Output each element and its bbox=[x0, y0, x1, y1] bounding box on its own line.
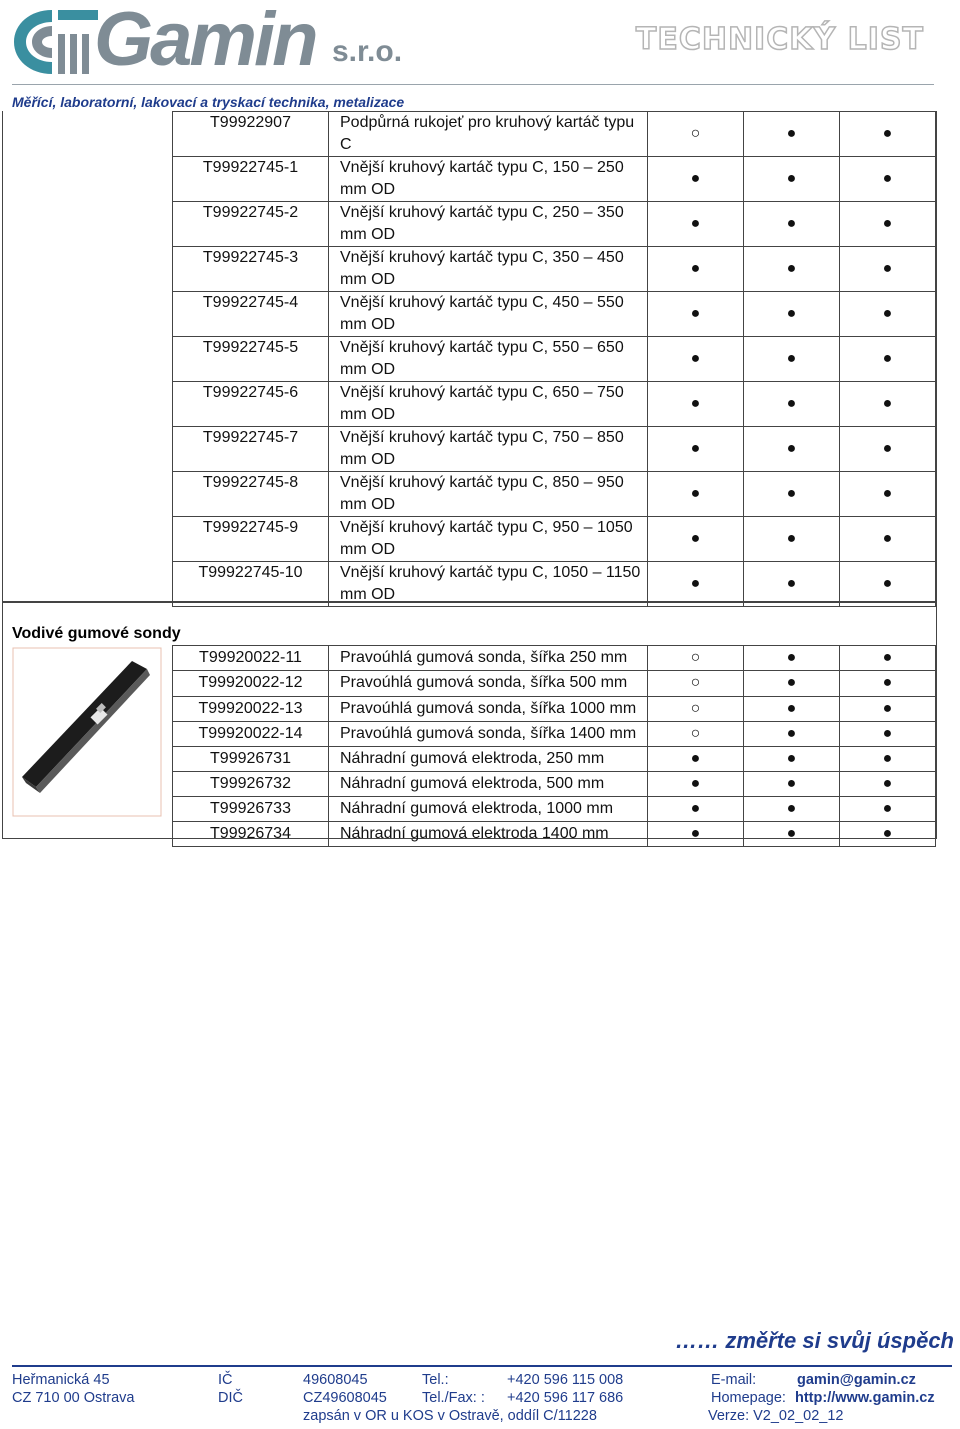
product-description: Pravoúhlá gumová sonda, šířka 1000 mm bbox=[329, 696, 648, 721]
company-logo bbox=[12, 0, 432, 82]
availability-mark: ● bbox=[648, 772, 744, 797]
product-code: T99920022-14 bbox=[173, 721, 329, 746]
availability-mark: ● bbox=[840, 562, 936, 607]
availability-mark: ● bbox=[744, 646, 840, 671]
product-description: Pravoúhlá gumová sonda, šířka 1400 mm bbox=[329, 721, 648, 746]
footer-fax-label: Tel./Fax: : bbox=[422, 1390, 485, 1406]
table-row bbox=[173, 472, 936, 517]
availability-mark: ● bbox=[648, 472, 744, 517]
footer-ic-value: 49608045 bbox=[303, 1372, 368, 1388]
product-code: T99922907 bbox=[173, 112, 329, 157]
availability-mark: ● bbox=[744, 696, 840, 721]
availability-mark: ● bbox=[840, 772, 936, 797]
availability-mark: ● bbox=[840, 747, 936, 772]
availability-mark: ● bbox=[744, 671, 840, 696]
probe-section-title: Vodivé gumové sondy bbox=[12, 625, 181, 642]
availability-mark: ● bbox=[840, 112, 936, 157]
availability-mark: ● bbox=[840, 157, 936, 202]
availability-mark: ● bbox=[648, 247, 744, 292]
company-suffix: s.r.o. bbox=[332, 35, 403, 68]
product-code: T99922745-4 bbox=[173, 292, 329, 337]
availability-mark: ● bbox=[840, 646, 936, 671]
table-row bbox=[173, 772, 936, 797]
table-row bbox=[173, 822, 936, 847]
product-code: T99922745-7 bbox=[173, 427, 329, 472]
product-code: T99922745-2 bbox=[173, 202, 329, 247]
availability-mark: ● bbox=[648, 292, 744, 337]
availability-mark: ● bbox=[744, 517, 840, 562]
availability-mark: ● bbox=[648, 517, 744, 562]
availability-mark: ● bbox=[744, 112, 840, 157]
product-description: Vnější kruhový kartáč typu C, 550 – 650 mm OD bbox=[329, 337, 648, 382]
availability-mark: ● bbox=[840, 721, 936, 746]
table-row bbox=[173, 247, 936, 292]
product-description: Náhradní gumová elektroda 1400 mm bbox=[329, 822, 648, 847]
table-row bbox=[173, 112, 936, 157]
table-row bbox=[173, 747, 936, 772]
availability-mark: ● bbox=[840, 517, 936, 562]
table-row bbox=[173, 562, 936, 607]
document-title: TECHNICKÝ LIST bbox=[635, 22, 924, 57]
table-row bbox=[173, 646, 936, 671]
product-description: Vnější kruhový kartáč typu C, 950 – 1050 mm OD bbox=[329, 517, 648, 562]
availability-mark: ● bbox=[744, 747, 840, 772]
availability-mark: ● bbox=[840, 696, 936, 721]
availability-mark: ● bbox=[840, 671, 936, 696]
product-code: T99922745-6 bbox=[173, 382, 329, 427]
footer-fax-value: +420 596 117 686 bbox=[507, 1390, 624, 1406]
availability-mark: ● bbox=[744, 202, 840, 247]
availability-mark: ● bbox=[840, 472, 936, 517]
product-code: T99922745-8 bbox=[173, 472, 329, 517]
footer-tel-value: +420 596 115 008 bbox=[507, 1372, 624, 1388]
product-description: Vnější kruhový kartáč typu C, 650 – 750 mm OD bbox=[329, 382, 648, 427]
availability-mark: ● bbox=[648, 797, 744, 822]
availability-mark: ● bbox=[840, 247, 936, 292]
availability-mark: ● bbox=[840, 382, 936, 427]
product-description: Náhradní gumová elektroda, 250 mm bbox=[329, 747, 648, 772]
availability-mark: ● bbox=[648, 202, 744, 247]
availability-mark: ● bbox=[744, 472, 840, 517]
availability-mark: ● bbox=[840, 337, 936, 382]
availability-mark: ○ bbox=[648, 671, 744, 696]
table-row bbox=[173, 337, 936, 382]
table-row bbox=[173, 382, 936, 427]
product-description: Podpůrná rukojeť pro kruhový kartáč typu C bbox=[329, 112, 648, 157]
footer-register: zapsán v OR u KOS v Ostravě, oddíl C/11228 bbox=[303, 1408, 597, 1424]
product-description: Vnější kruhový kartáč typu C, 1050 – 1150 mm OD bbox=[329, 562, 648, 607]
footer-email-label: E-mail: bbox=[711, 1372, 757, 1388]
product-description: Náhradní gumová elektroda, 500 mm bbox=[329, 772, 648, 797]
availability-mark: ● bbox=[840, 292, 936, 337]
company-name: Gamin bbox=[94, 0, 316, 82]
table-row bbox=[173, 696, 936, 721]
availability-mark: ○ bbox=[648, 721, 744, 746]
availability-mark: ● bbox=[648, 382, 744, 427]
footer-version: Verze: V2_02_02_12 bbox=[708, 1408, 844, 1424]
footer-dic-label: DIČ bbox=[218, 1390, 243, 1406]
brush-table bbox=[172, 111, 936, 607]
availability-mark: ● bbox=[840, 427, 936, 472]
table-row bbox=[173, 157, 936, 202]
product-code: T99920022-12 bbox=[173, 671, 329, 696]
product-code: T99922745-10 bbox=[173, 562, 329, 607]
product-description: Vnější kruhový kartáč typu C, 350 – 450 mm OD bbox=[329, 247, 648, 292]
product-description: Náhradní gumová elektroda, 1000 mm bbox=[329, 797, 648, 822]
availability-mark: ● bbox=[744, 382, 840, 427]
product-code: T99922745-5 bbox=[173, 337, 329, 382]
table-row bbox=[173, 721, 936, 746]
table-row bbox=[173, 517, 936, 562]
availability-mark: ● bbox=[744, 772, 840, 797]
availability-mark: ● bbox=[744, 562, 840, 607]
footer-tel-label: Tel.: bbox=[422, 1372, 449, 1388]
availability-mark: ○ bbox=[648, 112, 744, 157]
footer-web-link[interactable]: http://www.gamin.cz bbox=[795, 1390, 935, 1406]
availability-mark: ● bbox=[648, 337, 744, 382]
product-code: T99926732 bbox=[173, 772, 329, 797]
availability-mark: ● bbox=[744, 797, 840, 822]
availability-mark: ● bbox=[744, 427, 840, 472]
availability-mark: ● bbox=[648, 157, 744, 202]
availability-mark: ● bbox=[744, 292, 840, 337]
availability-mark: ● bbox=[744, 337, 840, 382]
product-code: T99920022-13 bbox=[173, 696, 329, 721]
slogan: …… změřte si svůj úspěch bbox=[675, 1328, 954, 1353]
availability-mark: ● bbox=[648, 562, 744, 607]
product-description: Vnější kruhový kartáč typu C, 250 – 350 mm OD bbox=[329, 202, 648, 247]
company-tagline: Měřící, laboratorní, lakovací a tryskací technika, metalizace bbox=[12, 94, 405, 110]
product-description: Vnější kruhový kartáč typu C, 150 – 250 mm OD bbox=[329, 157, 648, 202]
product-code: T99926734 bbox=[173, 822, 329, 847]
footer-ic-label: IČ bbox=[218, 1372, 233, 1388]
product-code: T99926733 bbox=[173, 797, 329, 822]
product-code: T99920022-11 bbox=[173, 646, 329, 671]
probe-table bbox=[172, 645, 936, 847]
availability-mark: ● bbox=[648, 822, 744, 847]
availability-mark: ● bbox=[840, 202, 936, 247]
footer-divider bbox=[12, 1365, 952, 1367]
availability-mark: ● bbox=[744, 822, 840, 847]
availability-mark: ● bbox=[840, 797, 936, 822]
footer-email-link[interactable]: gamin@gamin.cz bbox=[797, 1372, 916, 1388]
availability-mark: ○ bbox=[648, 646, 744, 671]
availability-mark: ○ bbox=[648, 696, 744, 721]
footer-web-label: Homepage: bbox=[711, 1390, 786, 1406]
product-description: Vnější kruhový kartáč typu C, 850 – 950 mm OD bbox=[329, 472, 648, 517]
gamin-logo-icon bbox=[12, 4, 102, 80]
availability-mark: ● bbox=[744, 157, 840, 202]
product-description: Vnější kruhový kartáč typu C, 750 – 850 mm OD bbox=[329, 427, 648, 472]
availability-mark: ● bbox=[744, 721, 840, 746]
product-code: T99922745-1 bbox=[173, 157, 329, 202]
product-code: T99922745-9 bbox=[173, 517, 329, 562]
availability-mark: ● bbox=[648, 747, 744, 772]
availability-mark: ● bbox=[744, 247, 840, 292]
availability-mark: ● bbox=[648, 427, 744, 472]
footer-street: Heřmanická 45 bbox=[12, 1372, 110, 1388]
table-row bbox=[173, 427, 936, 472]
availability-mark: ● bbox=[840, 822, 936, 847]
product-code: T99922745-3 bbox=[173, 247, 329, 292]
table-row bbox=[173, 202, 936, 247]
table-row bbox=[173, 292, 936, 337]
footer-dic-value: CZ49608045 bbox=[303, 1390, 387, 1406]
footer-city: CZ 710 00 Ostrava bbox=[12, 1390, 135, 1406]
table-row bbox=[173, 671, 936, 696]
header-divider bbox=[12, 84, 934, 85]
product-description: Vnější kruhový kartáč typu C, 450 – 550 mm OD bbox=[329, 292, 648, 337]
product-description: Pravoúhlá gumová sonda, šířka 500 mm bbox=[329, 671, 648, 696]
table-row bbox=[173, 797, 936, 822]
product-description: Pravoúhlá gumová sonda, šířka 250 mm bbox=[329, 646, 648, 671]
rubber-probe-image bbox=[12, 647, 162, 817]
product-code: T99926731 bbox=[173, 747, 329, 772]
